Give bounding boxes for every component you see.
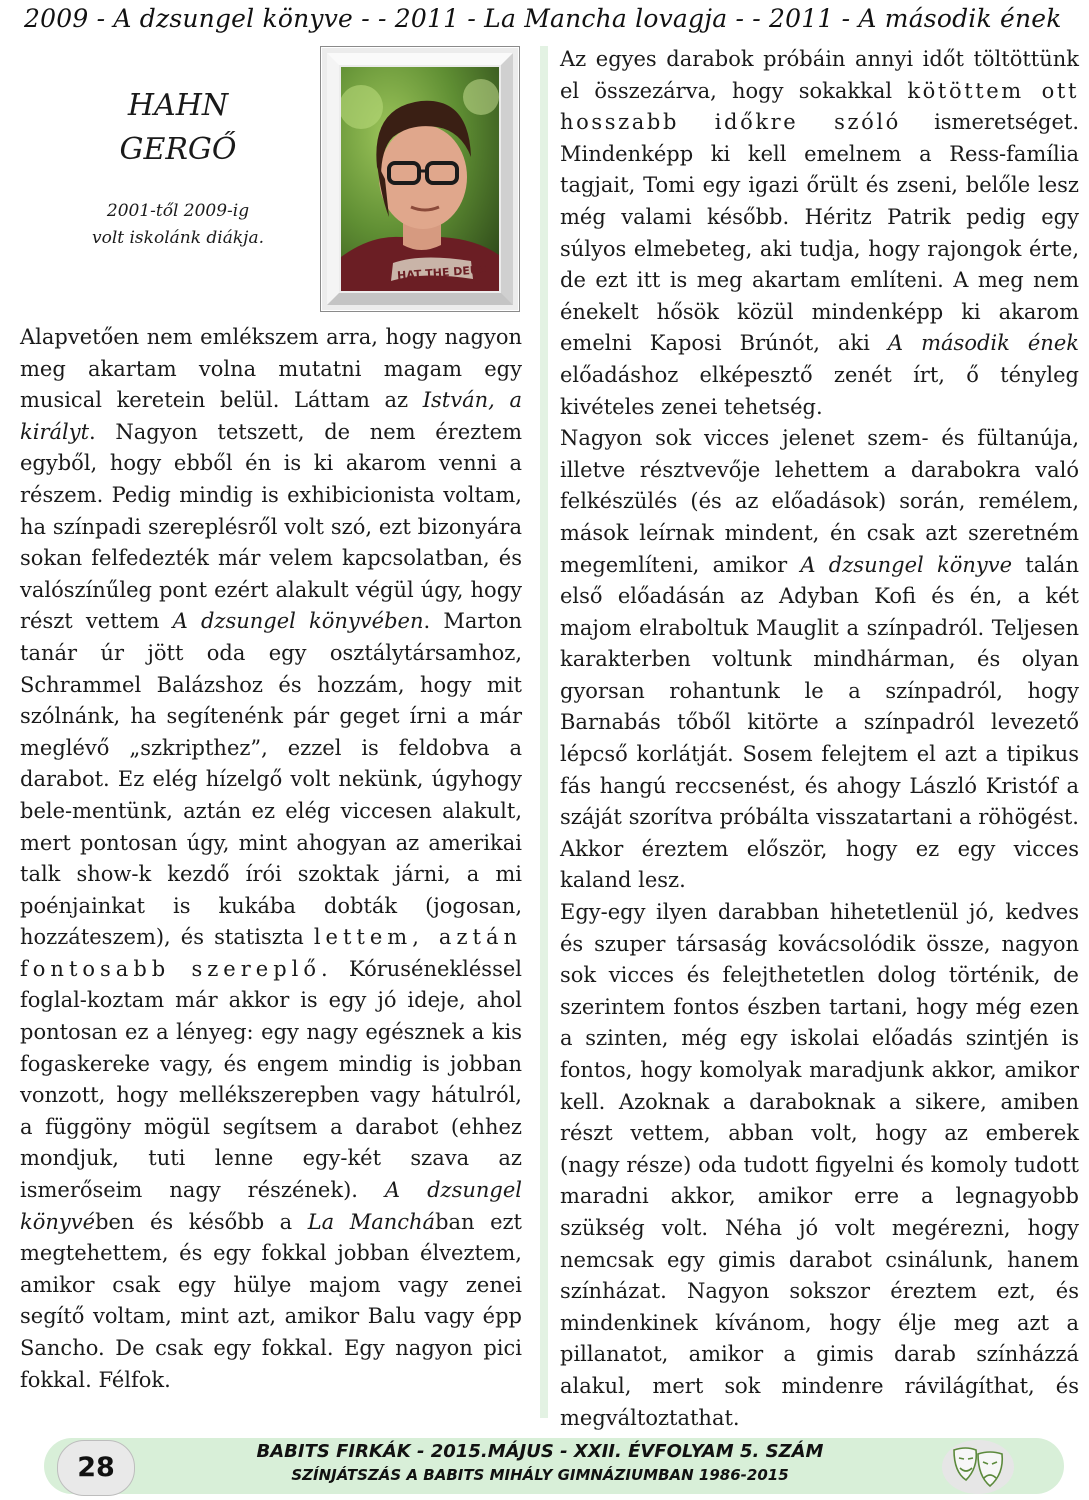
title-reference: A dzsungel könyvében [172,609,424,634]
title-reference: La Manchá [307,1209,436,1234]
caption-line1: 2001-től 2009-ig [106,201,250,221]
author-photo [341,67,499,291]
portrait-illustration [341,67,499,291]
author-photo-frame [320,46,520,312]
author-name-line1: HAHN [127,88,229,123]
title-reference: A dzsungel könyve [800,552,1013,577]
right-paragraph-1: Az egyes darabok próbáin annyi időt töltöttünk el összezárva, hogy sokakkal kötöttem ott hosszabb időkre szóló ismeretséget. Mindenképp ki kell emelnem a Ress-família tagjait, Tomi egy igazi őrült és zseni, belőle lesz még valami később. Héritz Patrik pedig egy súlyos elmebeteg, aki tudja, hogy rajongok érte, de ezt itt is meg akartam említeni. A meg nem énekelt hősök közül mindenképp ki akarom emelni Kaposi Brúnót, aki A második ének előadáshoz elképesztő zenét írt, ő tényleg kivételes zenei tehetség. [560,47,1079,419]
title-reference: István, a királyt [20,388,522,444]
left-paragraph: Alapvetően nem emlékszem arra, hogy nagyon meg akartam volna mutatni magam egy musical keretein belül. Láttam az István, a királyt. Nagyon tetszett, de nem éreztem egyből, hogy ebből én is ki akarom venni a részem. Pedig mindig is exhibicionista voltam, ha színpadi szereplésről volt szó, ezt bizonyára sokan felfedezték már velem kapcsolatban, és valószínűleg pont ezért alakult végül úgy, hogy részt vettem A dzsungel könyvében. Marton tanár úr jött oda egy osztálytársamhoz, Schrammel Balázshoz és hozzám, hogy mit szólnánk, ha segítenénk pár geget írni a már meglévő „szkripthez”, ezzel is feldobva a darabot. Ez elég hízelgő volt nekünk, úgyhogy bele-mentünk, aztán ez elég viccesen alakult, mert pontosan úgy, mint ahogyan az amerikai talk show-k kezdő írói szoktak járni, a mi poénjainkat is kukába dobták (jogosan, hozzáteszem), és statiszta lettem, aztán fontosabb szereplő. Kórusénekléssel foglal-koztam már akkor is egy jó ideje, ahol pontosan ez a lényeg: egy nagy egésznek a kis fogaskereke vagy, és engem mindig is jobban vonzott, hogy mellékszerepben vagy hátulról, a függöny mögül segítsem a darabot (ehhez mondjuk, tuti lenne egy-két szava az ismerőseim nagy részének). A dzsungel könyvében és később a La Manchában ezt megtehettem, és egy fokkal jobban élveztem, amikor csak egy hülye majom vagy zenei segítő voltam, mint azt, amikor Balu vagy épp Sancho. De csak egy fokkal. Egy nagyon pici fokkal. Félfok. [20,325,523,1392]
column-divider [540,46,548,1418]
footer-publication: BABITS FIRKÁK - 2015.MÁJUS - XXII. ÉVFOLYAM 5. SZÁM [256,1441,824,1462]
page-number: 28 [57,1440,135,1496]
title-reference: A második ének [887,331,1079,356]
title-reference: A dzsungel könyvé [20,1178,522,1234]
author-name [78,84,278,172]
right-paragraph-2: Nagyon sok vicces jelenet szem- és fültanúja, illetve résztvevője lehettem a darabokra való felkészülés (és az előadások) során, remélem, mások leírnak mindent, én csak azt szeretném megemlíteni, amikor A dzsungel könyve talán első előadásán az Adyban Kofi és én, a két majom elraboltuk Mauglit a színpadról. Teljesen karakterben voltunk mindhárman, és olyan gyorsan rohantunk le a színpadról, hogy Barnabás tőből kitörte a színpadról levezető lépcső korlátját. Sosem felejtem el azt a tipikus fás hangú reccsenést, és ahogy László Kristóf a száját szorítva próbálta visszatartani a röhögést. Akkor éreztem először, hogy ez egy vicces kaland lesz. [560,426,1079,893]
caption-line2: volt iskolánk diákja. [91,228,264,248]
right-column [560,44,1079,1434]
footer-subtitle: SZÍNJÁTSZÁS A BABITS MIHÁLY GIMNÁZIUMBAN 1986-2015 [291,1466,789,1484]
shirt-print-text: HAT THE DEUC [396,263,488,283]
running-head: 2009 - A dzsungel könyve - - 2011 - La Mancha lovagja - - 2011 - A második ének [24,4,1062,33]
author-caption [58,198,298,252]
author-name-line2: GERGŐ [119,132,237,167]
theatre-masks-icon [940,1438,1016,1496]
left-column [20,322,522,1396]
right-paragraph-3: Egy-egy ilyen darabban hihetetlenül jó, kedves és szuper társaság kovácsolódik össze, nagyon sok vicces és felejthetetlen dolog történik, de szerintem fontos észben tartani, hogy még ezen a szinten, még egy iskolai előadás szintjén is fontos, hogy komolyak maradjunk akkor, amikor kell. Azoknak a daraboknak a sikere, amiben részt vettem, abban volt, hogy az emberek (nagy része) oda tudott figyelni és komoly tudott maradni akkor, amikor erre a legnagyobb szükség volt. Néha jó volt megérezni, hogy nemcsak egy gimis darabot csinálunk, hanem színházat. Nagyon sokszor éreztem ezt, és mindenkinek kívánom, hogy élje meg azt a pillanatot, amikor a gimis darab színházzá alakul, mert sok mindenre rávilágíthat, és megváltoztathat. [560,900,1079,1430]
